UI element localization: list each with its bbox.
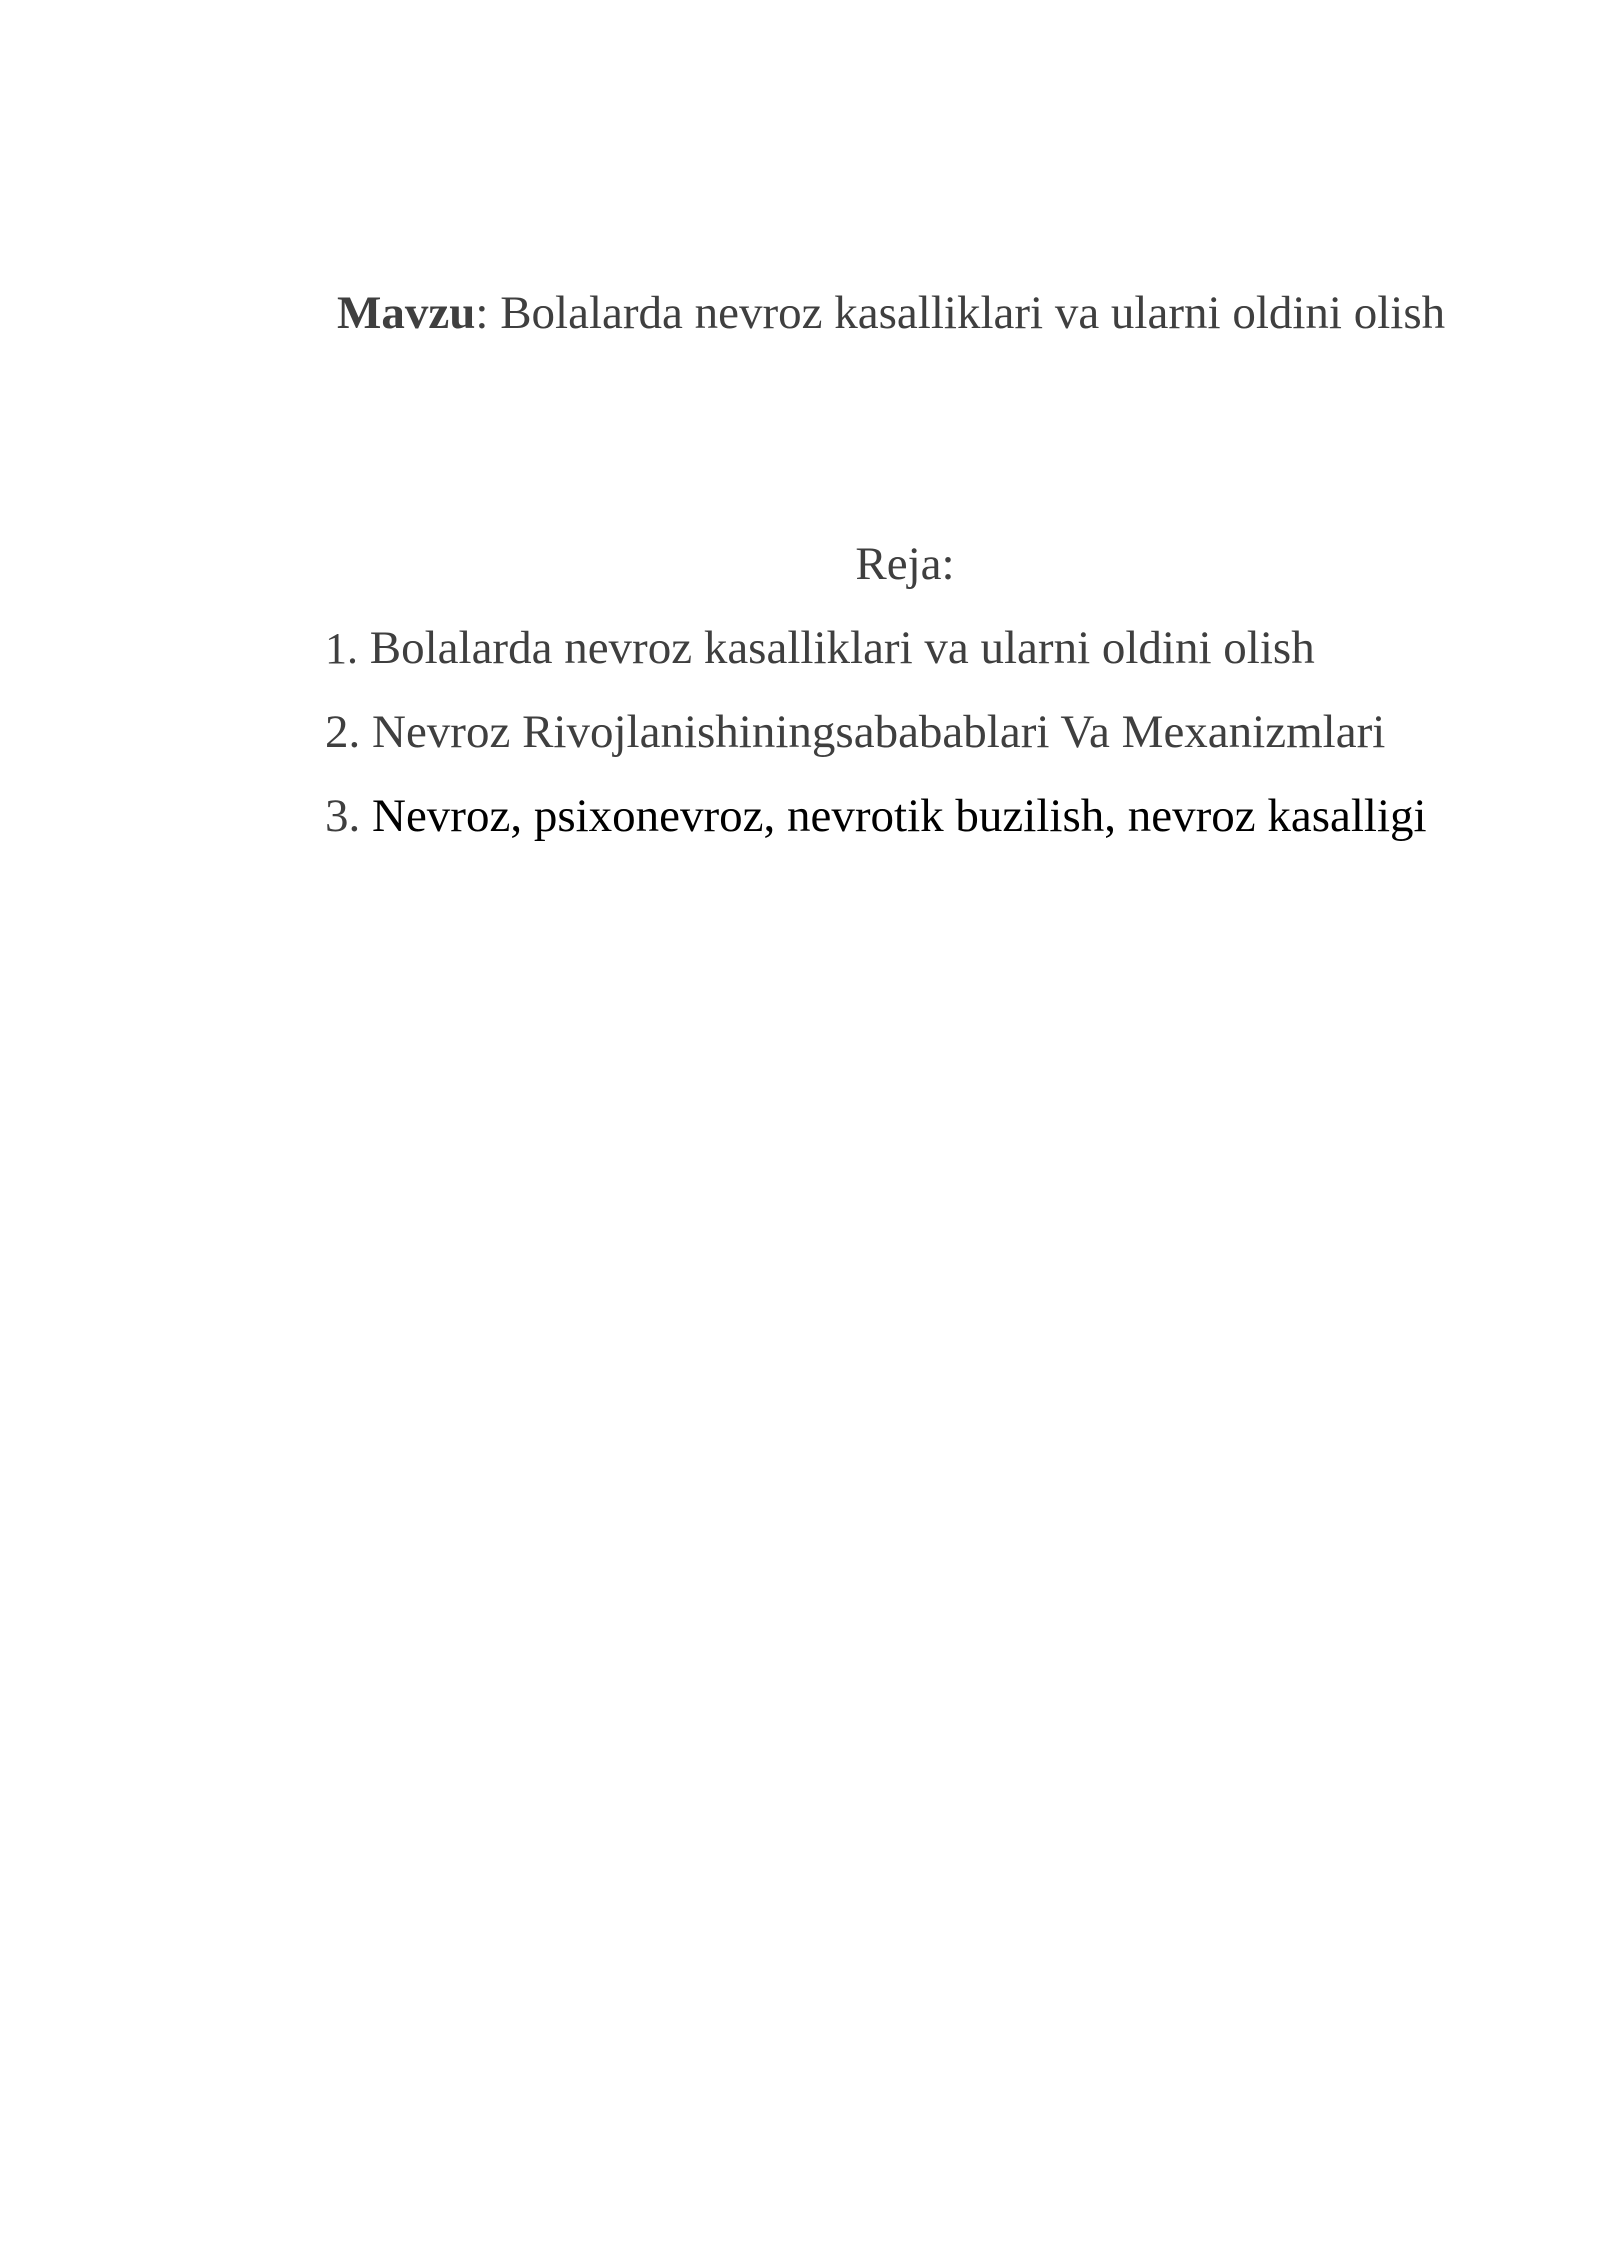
topic-separator: : <box>475 287 489 339</box>
plan-item-text: Nevroz, psixonevroz, nevrotik buzilish, nevroz kasalligi <box>360 790 1427 842</box>
plan-item-number: 3. <box>325 790 361 842</box>
plan-item-number: 2. <box>325 706 361 758</box>
topic-line <box>337 283 1445 343</box>
plan-heading: Reja: <box>855 538 955 590</box>
topic-text: Bolalarda nevroz kasalliklari va ularni oldini olish <box>488 287 1446 339</box>
plan-item-text: Nevroz Rivojlanishiningsababablari Va Mexanizmlari <box>360 706 1386 758</box>
plan-item-text: Bolalarda nevroz kasalliklari va ularni oldini olish <box>358 622 1315 674</box>
plan-list <box>325 618 1427 870</box>
plan-item-3 <box>325 786 1427 846</box>
plan-item-number: 1. <box>325 624 358 673</box>
plan-item-1 <box>325 618 1427 678</box>
plan-item-2 <box>325 702 1427 762</box>
topic-label: Mavzu <box>337 287 476 339</box>
